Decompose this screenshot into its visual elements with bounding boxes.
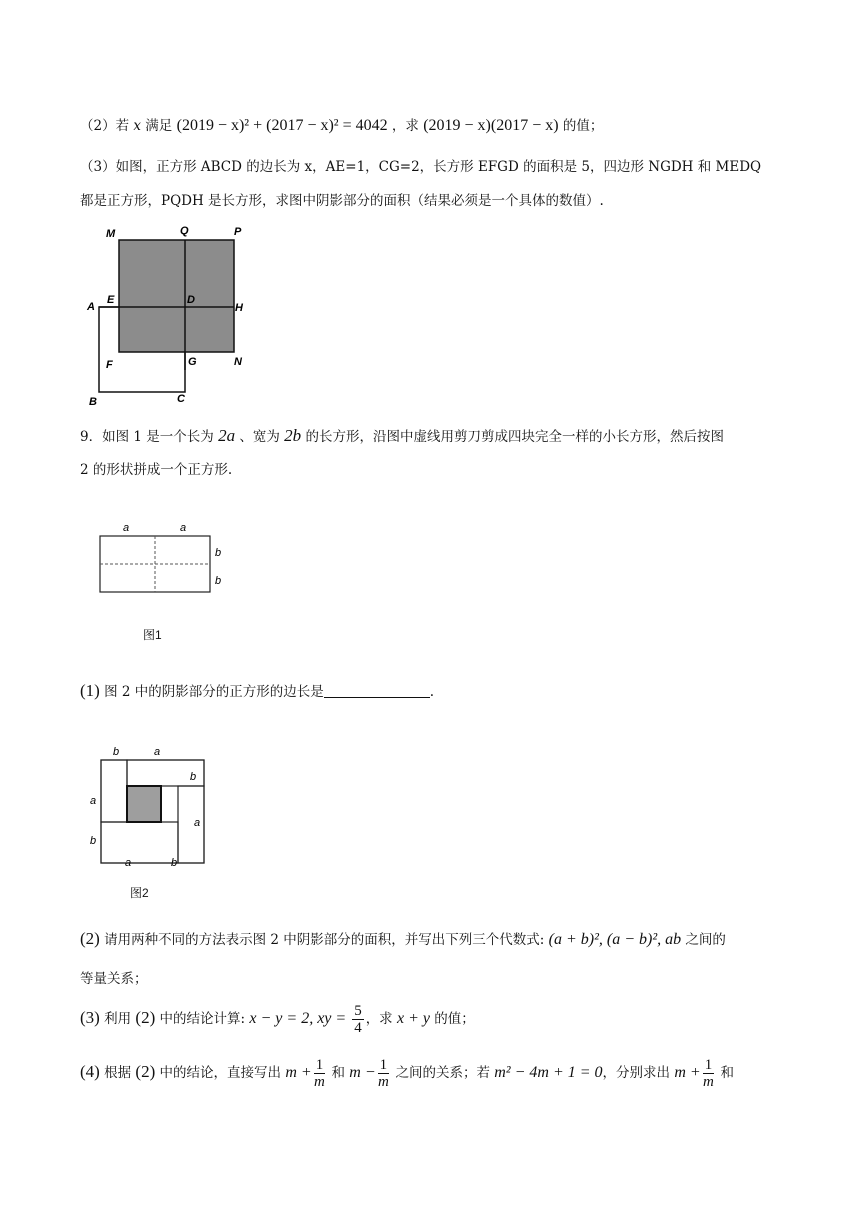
label-B: B <box>89 396 97 408</box>
label-G: G <box>188 356 197 368</box>
q8-part3-line2: 都是正方形，PQDH 是长方形，求图中阴影部分的面积（结果必须是一个具体的数值）. <box>80 193 604 209</box>
equation: (2019 − x)² + (2017 − x)² = 4042 <box>176 117 388 134</box>
label-F: F <box>106 359 113 371</box>
shaded-inner-square <box>127 786 161 822</box>
sub-question-2: (2) 请用两种不同的方法表示图 2 中阴影部分的面积，并写出下列三个代数式: (a + b)², (a − b)², ab 之间的 <box>80 929 726 948</box>
figure-1-caption: 图1 <box>143 628 162 642</box>
svg-text:a: a <box>123 522 130 534</box>
sub-question-3: (3) 利用 (2) 中的结论计算: x − y = 2, xy = $\frac{5}{4}$ ，求 x + y 的值； <box>80 1003 475 1036</box>
svg-text:a: a <box>125 857 132 869</box>
label-M: M <box>106 228 116 240</box>
q8-part2: （2）若 x 满足 (2019 − x)² + (2017 − x)² = 4042 ，求 (2019 − x)(2017 − x) 的值； <box>80 117 604 134</box>
label-C: C <box>177 393 185 405</box>
svg-text:a: a <box>90 795 97 807</box>
label-E: E <box>107 294 115 306</box>
fraction-1-m: $\frac{1}{m}$ <box>314 1057 325 1090</box>
square-figure <box>84 222 264 412</box>
label-N: N <box>234 356 242 368</box>
svg-text:b: b <box>215 547 222 559</box>
label-Q: Q <box>180 225 189 237</box>
sub-question-4: (4) 根据 (2) 中的结论，直接写出 m + $\frac{1}{m}$ 和 m − $\frac{1}{m}$ 之间的关系；若 m² − 4m + 1 = 0，分别求出 m + $\frac{1}{m}$ 和 <box>80 1057 734 1090</box>
svg-text:b: b <box>90 835 97 847</box>
answer-blank[interactable] <box>324 683 430 698</box>
svg-text:b: b <box>215 575 222 587</box>
fraction-5-4: $\frac{5}{4}$ <box>354 1003 362 1036</box>
fraction-1-m: $\frac{1}{m}$ <box>703 1057 714 1090</box>
label-H: H <box>235 302 243 314</box>
svg-text:a: a <box>194 817 201 829</box>
svg-text:b: b <box>171 857 178 869</box>
figure-1-rectangle <box>96 516 226 600</box>
figure-2-caption: 图2 <box>130 886 149 900</box>
q9-line2: 2 的形状拼成一个正方形. <box>80 462 233 478</box>
q9-line1: 9．如图 1 是一个长为 2a 、宽为 2b 的长方形，沿图中虚线用剪刀剪成四块完全一样的小长方形，然后按图 <box>80 426 724 445</box>
q8-part3-line1: （3）如图，正方形 ABCD 的边长为 x，AE=1，CG=2，长方形 EFGD 的面积是 5，四边形 NGDH 和 MEDQ <box>80 159 762 175</box>
target-expression: (2019 − x)(2017 − x) <box>423 117 559 134</box>
sub-question-2-line2: 等量关系； <box>80 971 148 987</box>
label-P: P <box>234 226 242 238</box>
svg-text:a: a <box>154 746 161 758</box>
label-D: D <box>187 294 195 306</box>
expressions: (a + b)², (a − b)², ab <box>548 931 682 948</box>
fraction-1-m: $\frac{1}{m}$ <box>377 1057 389 1090</box>
sub-question-1: (1) 图 2 中的阴影部分的正方形的边长是 . <box>80 681 435 700</box>
quadratic-equation: m² − 4m + 1 = 0 <box>494 1064 603 1081</box>
shaded-region <box>119 240 234 352</box>
figure-2-square <box>86 742 216 872</box>
svg-text:b: b <box>113 746 120 758</box>
svg-text:a: a <box>180 522 187 534</box>
label-A: A <box>87 301 95 313</box>
svg-text:b: b <box>190 771 197 783</box>
